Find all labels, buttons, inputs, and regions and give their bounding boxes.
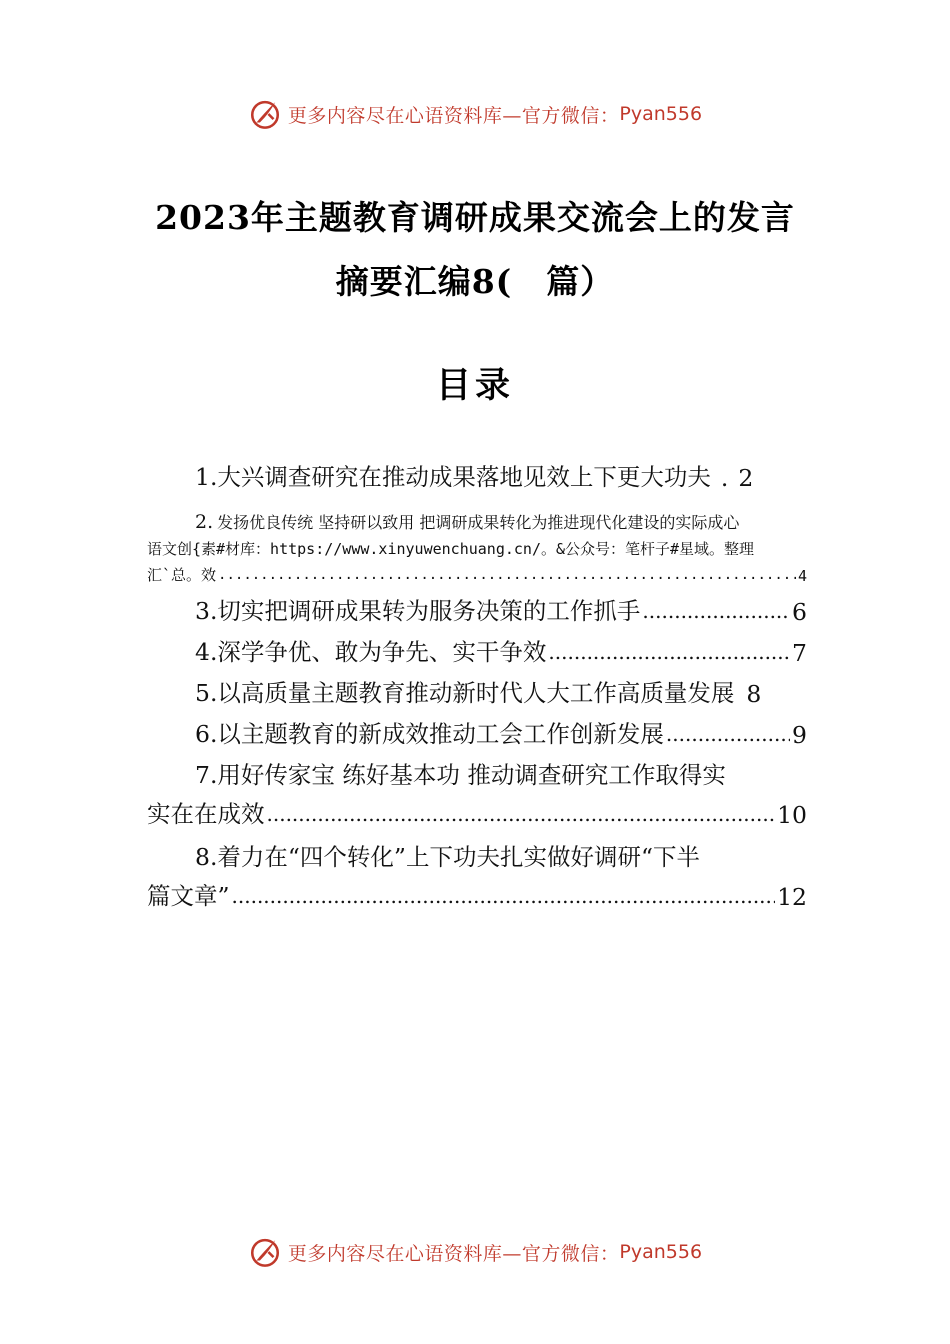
leader-dots xyxy=(548,642,790,667)
toc-item-page: 7 xyxy=(792,639,807,667)
toc-item-label: 6.以主题教育的新成效推动工会工作创新发展 xyxy=(195,720,664,748)
quill-logo-icon xyxy=(248,97,282,131)
toc-item-4[interactable] xyxy=(147,631,807,667)
toc-item-8-line1[interactable] xyxy=(147,836,807,872)
document-title-line1: 2023年主题教育调研成果交流会上的发言 xyxy=(155,198,795,237)
header-banner xyxy=(0,94,950,134)
toc-item-2-line1[interactable] xyxy=(147,505,807,533)
toc-item-label-cont: 汇`总。效 xyxy=(147,566,217,584)
leader-dots xyxy=(267,804,776,829)
leader-dots xyxy=(218,567,796,585)
toc-item-page: 4 xyxy=(797,567,807,585)
toc-item-page: 12 xyxy=(777,883,807,911)
toc-item-label: 1.大兴调查研究在推动成果落地见效上下更大功夫 xyxy=(195,463,711,491)
toc-item-7-line2[interactable] xyxy=(147,793,807,829)
toc-item-page: 2 xyxy=(738,464,754,492)
toc-item-7-line1[interactable] xyxy=(147,754,807,790)
toc-item-2-line3 xyxy=(147,561,807,585)
toc-item-3[interactable] xyxy=(147,590,807,626)
toc-item-label: 发扬优良传统 坚持研以致用 把调研成果转化为推进现代化建设的实际成心 xyxy=(217,513,740,532)
toc-item-6[interactable] xyxy=(147,713,807,749)
toc-item-number: 2. xyxy=(195,511,214,533)
toc-item-label: 5.以高质量主题教育推动新时代人大工作高质量发展 xyxy=(195,679,735,707)
toc-item-page: 9 xyxy=(792,721,807,749)
toc-item-1[interactable]: 1.大兴调查研究在推动成果落地见效上下更大功夫 . 2 xyxy=(147,456,807,492)
toc-item-label: 7.用好传家宝 练好基本功 推动调查研究工作取得实 xyxy=(195,761,726,789)
toc-item-label-cont: 篇文章” xyxy=(147,882,230,910)
toc-heading: 目录 xyxy=(435,365,514,406)
footer-banner xyxy=(0,1232,950,1272)
toc-item-page: 10 xyxy=(777,801,807,829)
toc-item-page: 8 xyxy=(746,680,762,708)
toc-item-8-line2[interactable] xyxy=(147,875,807,911)
quill-logo-icon xyxy=(248,1235,282,1269)
toc-item-label: 3.切实把调研成果转为服务决策的工作抓手 xyxy=(195,597,641,625)
banner-text: 更多内容尽在心语资料库—官方微信： xyxy=(287,104,620,127)
toc-item-5[interactable] xyxy=(147,672,807,708)
toc-item-label-cont: 实在在成效 xyxy=(147,800,265,828)
leader-dots xyxy=(642,601,790,626)
banner-wechat-id: Pyan556 xyxy=(619,1241,703,1263)
banner-text: 更多内容尽在心语资料库—官方微信： xyxy=(287,1242,620,1265)
toc-item-label-cont: 语文创{素#材库：https://www.xinyuwenchuang.cn/。&公众号：笔杆子#星域。整理 xyxy=(147,540,755,558)
toc-item-label: 8.着力在“四个转化”上下功夫扎实做好调研“下半 xyxy=(195,843,700,871)
document-title-line2: 摘要汇编8( 篇） xyxy=(335,262,615,301)
toc-item-label: 4.深学争优、敢为争先、实干争效 xyxy=(195,638,547,666)
banner-wechat-id: Pyan556 xyxy=(619,103,703,125)
leader-dots xyxy=(666,724,790,749)
toc-item-2-line2 xyxy=(147,535,807,559)
toc-item-page: 6 xyxy=(792,598,807,626)
leader-dots xyxy=(232,886,776,911)
